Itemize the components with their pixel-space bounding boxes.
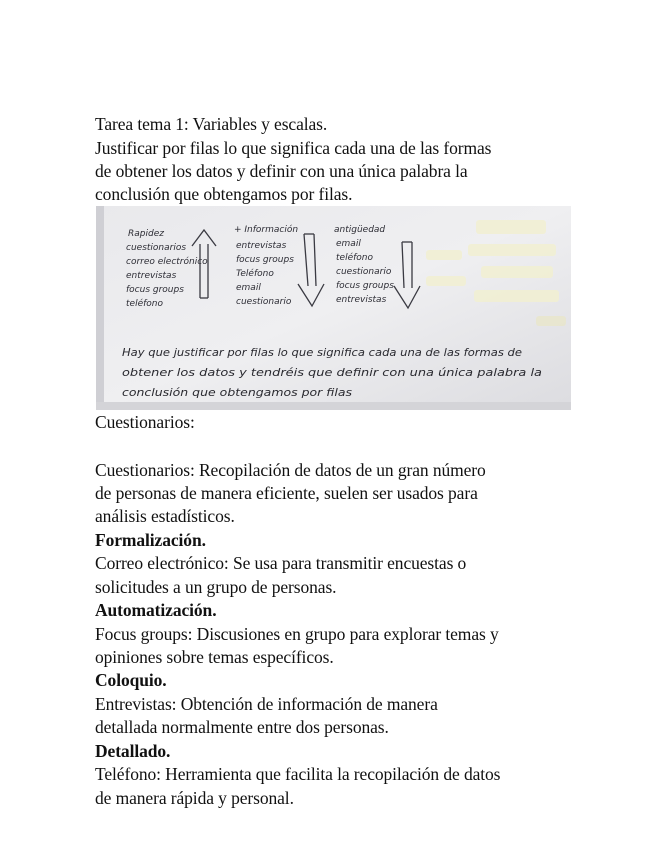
answer-line: solicitudes a un grupo de personas.: [95, 577, 337, 597]
svg-text:focus groups: focus groups: [126, 285, 184, 295]
answer-line: de manera rápida y personal.: [95, 788, 294, 808]
task-instruction-line: Justificar por filas lo que significa cada una de las formas: [95, 138, 492, 158]
conclusion-word: Coloquio.: [95, 670, 167, 690]
svg-text:entrevistas: entrevistas: [236, 241, 287, 251]
paper-shadow: [96, 206, 104, 410]
svg-text:obtener los datos y tendréis q: obtener los datos y tendréis que definir con una única palabra la: [122, 366, 543, 379]
conclusion-word: Detallado.: [95, 741, 171, 761]
task-instruction-line: conclusión que obtengamos por filas.: [95, 184, 353, 204]
column-header: Rapidez: [128, 229, 164, 239]
handwritten-notes-photo: [96, 206, 571, 410]
svg-text:cuestionario: cuestionario: [336, 267, 392, 277]
notebook-photo-svg: [96, 206, 571, 410]
answer-line: Teléfono: Herramienta que facilita la recopilación de datos: [95, 764, 501, 784]
svg-text:entrevistas: entrevistas: [126, 271, 177, 281]
svg-text:cuestionarios: cuestionarios: [126, 243, 187, 253]
conclusion-word: Automatización.: [95, 600, 217, 620]
answer-line: de personas de manera eficiente, suelen ser usados para: [95, 483, 478, 503]
svg-text:entrevistas: entrevistas: [336, 295, 387, 305]
svg-text:teléfono: teléfono: [126, 299, 163, 309]
column-header: antigüedad: [334, 225, 386, 235]
svg-text:teléfono: teléfono: [336, 253, 373, 263]
answer-line: Focus groups: Discusiones en grupo para explorar temas y: [95, 624, 499, 644]
section-heading: Cuestionarios:: [95, 412, 195, 432]
svg-text:focus groups: focus groups: [236, 255, 294, 265]
answer-line: opiniones sobre temas específicos.: [95, 647, 334, 667]
svg-text:cuestionario: cuestionario: [236, 297, 292, 307]
notebook-paper: [96, 206, 571, 410]
answer-line: Entrevistas: Obtención de información de manera: [95, 694, 438, 714]
answer-line: Cuestionarios: Recopilación de datos de un gran número: [95, 460, 486, 480]
task-title: Tarea tema 1: Variables y escalas.: [95, 114, 328, 134]
svg-text:focus groups: focus groups: [336, 281, 394, 291]
svg-text:email: email: [336, 239, 361, 249]
column-header: + Información: [234, 225, 299, 235]
svg-text:email: email: [236, 283, 261, 293]
task-instruction-line: de obtener los datos y definir con una única palabra la: [95, 161, 468, 181]
svg-text:conclusión que obtengamos por: conclusión que obtengamos por filas: [122, 386, 353, 399]
answer-line: análisis estadísticos.: [95, 506, 235, 526]
answer-line: Correo electrónico: Se usa para transmitir encuestas o: [95, 553, 467, 573]
answer-line: detallada normalmente entre dos personas.: [95, 717, 389, 737]
svg-text:correo electrónico: correo electrónico: [126, 257, 208, 267]
conclusion-word: Formalización.: [95, 530, 206, 550]
svg-text:Hay que justificar por filas l: Hay que justificar por filas lo que significa cada una de las formas de: [122, 346, 523, 359]
svg-text:Teléfono: Teléfono: [236, 269, 274, 279]
